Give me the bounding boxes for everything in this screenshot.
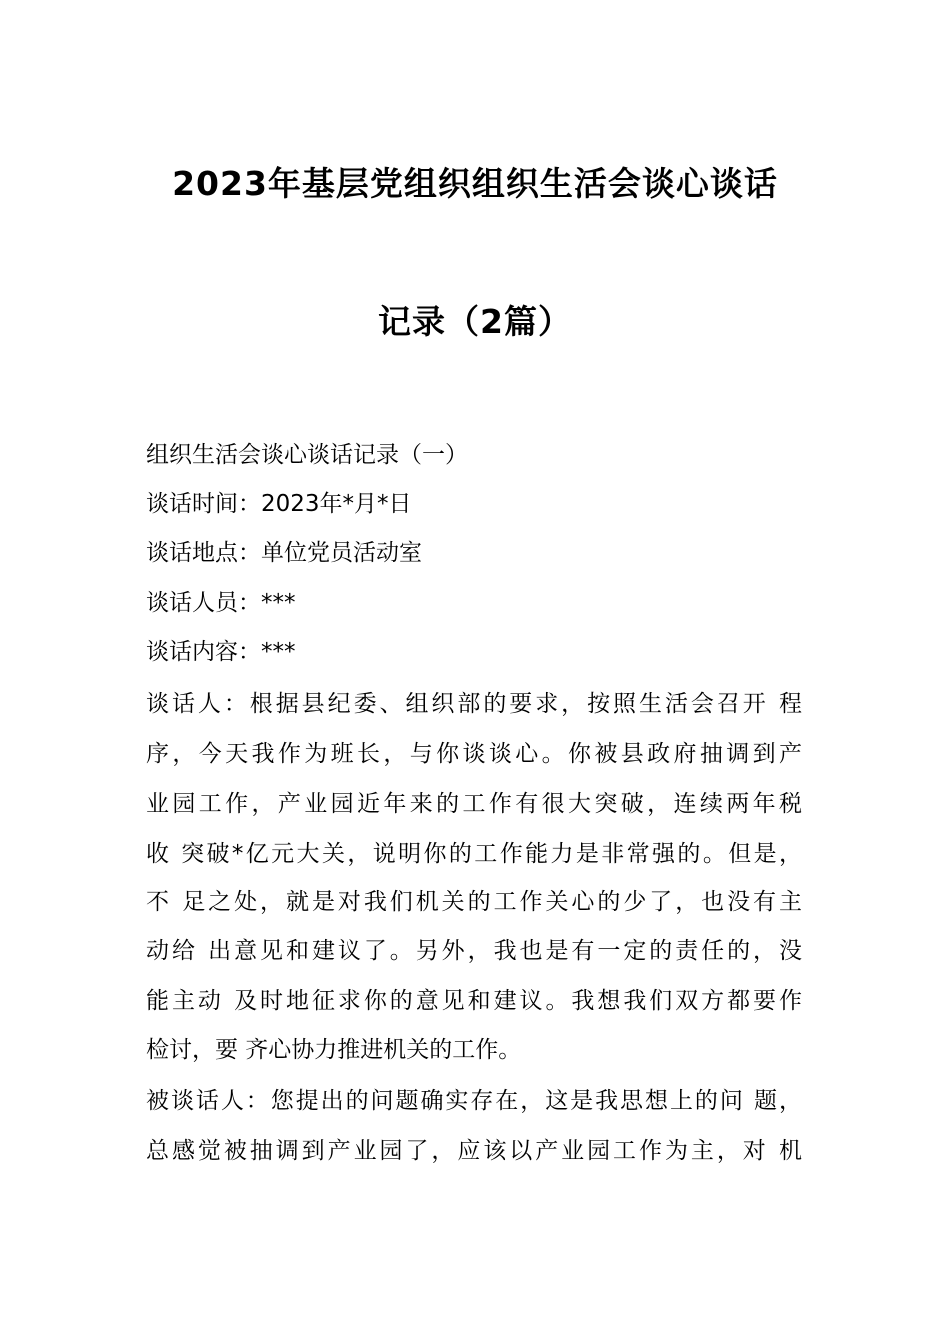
paragraph-1-line: 动给 出意见和建议了。另外，我也是有一定的责任的，没 [146, 938, 802, 964]
meta-time: 谈话时间：2023年*月*日 [146, 491, 412, 517]
section-heading: 组织生活会谈心谈话记录（一） [146, 442, 468, 468]
paragraph-1-line: 业园工作，产业园近年来的工作有很大突破，连续两年税 [146, 791, 802, 817]
paragraph-1-line: 序，今天我作为班长，与你谈谈心。你被县政府抽调到产 [146, 741, 802, 767]
meta-content: 谈话内容：*** [146, 639, 296, 665]
paragraph-1-line: 收 突破*亿元大关，说明你的工作能力是非常强的。但是， [146, 841, 802, 867]
document-title-line-2: 记录（2篇） [378, 302, 572, 341]
paragraph-1-line: 能主动 及时地征求你的意见和建议。我想我们双方都要作 [146, 988, 802, 1014]
document-title-line-1: 2023年基层党组织组织生活会谈心谈话 [172, 164, 778, 203]
paragraph-2-line: 被谈话人：您提出的问题确实存在，这是我思想上的问 题， [146, 1088, 802, 1114]
paragraph-1-line: 检讨，要 齐心协力推进机关的工作。 [146, 1037, 522, 1063]
paragraph-1-line: 谈话人：根据县纪委、组织部的要求，按照生活会召开 程 [146, 691, 802, 717]
meta-people: 谈话人员：*** [146, 590, 296, 616]
meta-place: 谈话地点：单位党员活动室 [146, 540, 422, 566]
paragraph-2-line: 总感觉被抽调到产业园了，应该以产业园工作为主，对 机 [146, 1138, 802, 1164]
paragraph-1-line: 不 足之处，就是对我们机关的工作关心的少了，也没有主 [146, 889, 802, 915]
